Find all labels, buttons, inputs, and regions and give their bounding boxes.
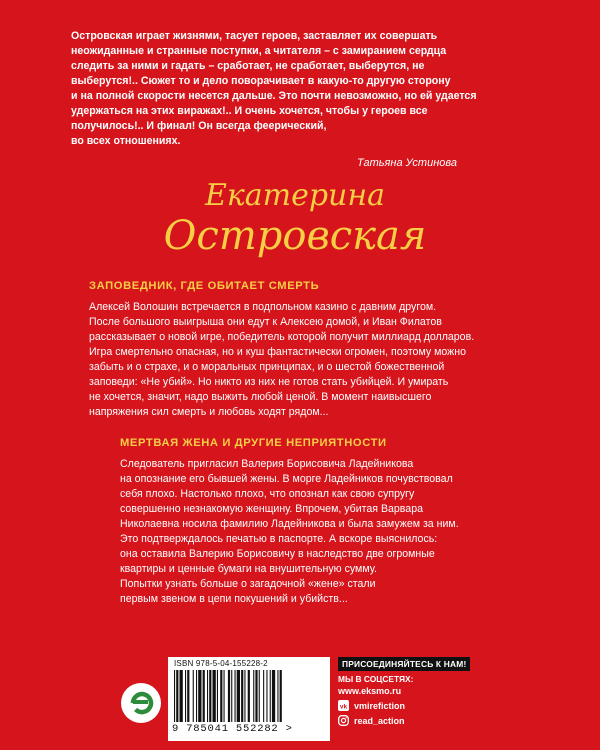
social-block — [338, 657, 467, 741]
barcode-bar — [187, 670, 189, 722]
review-quote: Островская играет жизнями, тасует героев, заставляет их совершать неожиданные и странные поступки, а читателя – с замиранием сердца следить за ними и гадать – сработает, не сработает, выберутся, не выберутся!.. Сюжет то и дело поворачивает в какую-то другую сторону и на полной скорости несется дальше. Это почти невозможно, но ей удается удержаться на этих виражах!.. И очень хочется, чтобы у героев все получилось!.. И финал! Он всегда феерический, во всех отношениях. — [71, 30, 477, 147]
story-summary-2: Следователь пригласил Валерия Борисовича Ладейникова на опознание его бывшей жены. В морге Ладейников почувствовал себя плохо. Настолько плохо, что опознал как свою супругу совершенно незнакомую женщину. Впрочем, убитая Варвара Николаевна носила фамилию Ладейникова и была замужем за ним. Это подтверждалось печатью в паспорте. А вскоре выяснилось: она оставила Валерию Борисовичу в наследство две огромные квартиры и ценные бумаги на внушительную сумму. Попытки узнать больше о загадочной «жене» стали первым звеном в цепи покушений и убийств... — [120, 458, 459, 605]
barcode-bar — [217, 670, 218, 722]
barcode-block — [120, 657, 330, 741]
barcode-bar — [203, 670, 205, 722]
barcode-bars — [174, 670, 324, 722]
barcode-bar — [228, 670, 230, 722]
barcode-bar — [263, 670, 264, 722]
instagram-icon — [338, 715, 349, 726]
barcode-bar — [244, 670, 245, 722]
barcode-bar — [176, 670, 178, 722]
barcode-bar — [224, 670, 225, 722]
barcode-bar — [237, 670, 240, 722]
story-title-1: ЗАПОВЕДНИК, ГДЕ ОБИТАЕТ СМЕРТЬ — [89, 280, 320, 292]
barcode-bar — [196, 670, 197, 722]
vk-link[interactable] — [338, 700, 405, 711]
barcode-bar — [248, 670, 250, 722]
story-summary-1: Алексей Волошин встречается в подпольном казино с давним другом. После большого выигрыша они едут к Алексею домой, и Иван Филатов рассказывает о новой игре, победитель которой получит миллиард долларов. Игра смертельно опасная, но и куш фантастически огромен, поэтому можно забыть и о страхе, и о моральных принципах, и о шестой божественной заповеди: «Не убий». Но никто из них не готов стать убийцей. И умирать не хочется, значит, надо выжить любой ценой. В момент наивысшего напряжения сил смерть и любовь ходят рядом... — [89, 301, 475, 418]
author-name-calligraphy — [145, 171, 445, 261]
barcode-bar — [272, 670, 275, 722]
instagram-handle: read_action — [354, 715, 405, 726]
author-name-svg — [145, 171, 445, 261]
vk-icon — [338, 700, 349, 711]
barcode-bar — [255, 670, 257, 722]
barcode-bar — [209, 670, 211, 722]
vk-handle: vmirefiction — [354, 700, 406, 711]
author-last-name: Островская — [163, 213, 427, 259]
barcode-bar — [174, 670, 175, 722]
barcode-bar — [235, 670, 236, 722]
story-title-2: МЕРТВАЯ ЖЕНА И ДРУГИЕ НЕПРИЯТНОСТИ — [120, 437, 387, 449]
author-first-name: Екатерина — [204, 178, 386, 213]
barcode-bar — [180, 670, 183, 722]
barcode-bar — [277, 670, 278, 722]
social-label: МЫ В СОЦСЕТЯХ: — [338, 674, 414, 684]
join-banner: ПРИСОЕДИНЯЙТЕСЬ К НАМ! — [338, 657, 470, 671]
barcode-bar — [185, 670, 186, 722]
barcode-bar — [193, 670, 194, 722]
barcode-bar — [198, 670, 201, 722]
isbn-text: ISBN 978-5-04-155228-2 — [174, 659, 268, 668]
barcode-bar — [270, 670, 271, 722]
barcode-bar — [213, 670, 216, 722]
svg-text:vk: vk — [339, 703, 348, 711]
barcode-bar — [231, 670, 232, 722]
instagram-link[interactable] — [338, 715, 405, 726]
barcode-bar — [220, 670, 222, 722]
barcode-digits: 9 785041 552282 > — [172, 723, 293, 735]
barcode-bar — [266, 670, 267, 722]
barcode — [168, 657, 330, 741]
eksmo-logo-icon — [120, 682, 162, 724]
site-link[interactable]: www.eksmo.ru — [338, 686, 402, 696]
barcode-bar — [280, 670, 282, 722]
barcode-bar — [207, 670, 208, 722]
quote-author: Татьяна Устинова — [357, 157, 458, 169]
barcode-bar — [253, 670, 254, 722]
barcode-bar — [241, 670, 243, 722]
barcode-bar — [259, 670, 260, 722]
